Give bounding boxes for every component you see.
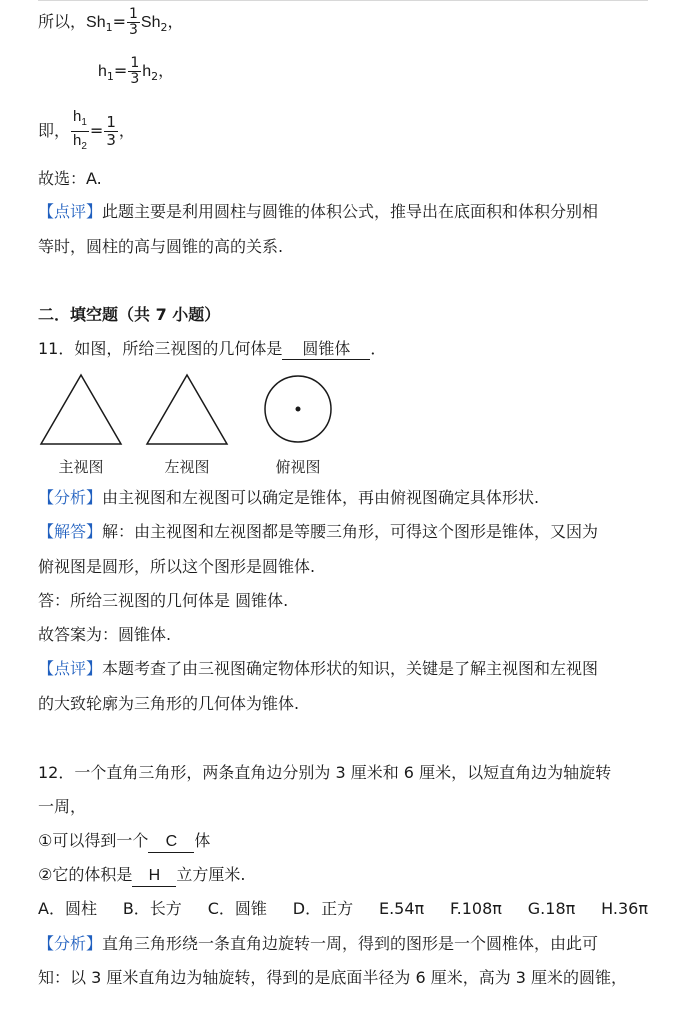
comment-10-text1: 此题主要是利用圆柱与圆锥的体积公式，推导出在底面积和体积分别相 — [102, 202, 599, 221]
step3-tail: ， — [118, 121, 135, 140]
step1-fraction — [127, 7, 140, 38]
option-h: H.36π — [601, 899, 648, 918]
step2-numerator: 1 — [130, 55, 140, 71]
comment-10-line2: 等时，圆柱的高与圆锥的高的关系. — [38, 237, 284, 256]
step2-right-sub: 2 — [151, 70, 159, 84]
section-heading: 二．填空题（共 7 小题） — [38, 305, 221, 324]
option-d: D．正方 — [292, 899, 354, 918]
step2-right: h — [142, 63, 152, 80]
q11-prefix: 11．如图，所给三视图的几何体是 — [38, 339, 283, 358]
step2-left: h — [98, 63, 107, 80]
q12-sub2-suffix: 立方厘米. — [176, 865, 246, 884]
q11-answer-blank: 圆锥体 — [282, 339, 370, 360]
option-f: F.108π — [450, 899, 502, 918]
step1-prefix: 所以， — [38, 12, 87, 31]
step3-num-left: h — [73, 108, 82, 125]
step3-num-sub: 1 — [81, 117, 87, 128]
analysis-12-line2: 知：以 3 厘米直角边为轴旋转，得到的是底面半径为 6 厘米，高为 3 厘米的圆锥， — [38, 968, 628, 987]
top-view-label: 俯视图 — [275, 458, 321, 476]
step1-formula — [38, 7, 184, 40]
step3-ratio — [71, 108, 89, 155]
q12-sub1-prefix: ①可以得到一个 — [38, 831, 149, 850]
comment-11-text1: 本题考查了由三视图确定物体形状的知识，关键是了解主视图和左视图 — [102, 659, 599, 678]
q11-suffix: ． — [370, 339, 387, 358]
step3-den-left: h — [73, 132, 82, 149]
option-e: E.54π — [378, 899, 425, 918]
option-b: B．长方 — [122, 899, 182, 918]
step1-eq: = — [112, 12, 126, 31]
step1-tail: ， — [167, 12, 184, 31]
step3-fraction — [104, 114, 118, 149]
analysis-11-text: 由主视图和左视图可以确定是锥体，再由俯视图确定具体形状. — [102, 488, 540, 507]
option-c: C．圆锥 — [207, 899, 267, 918]
answer-10: 故选：A. — [38, 169, 102, 188]
step1-left: Sh — [86, 14, 106, 31]
step2-tail: ， — [158, 61, 175, 80]
analysis-11-tag: 【分析】 — [38, 488, 103, 507]
top-view-circle — [261, 372, 335, 446]
step1-right-sub: 2 — [160, 21, 168, 35]
step3-eq: = — [89, 121, 104, 140]
step2-eq: = — [113, 61, 128, 80]
analysis-12-tag: 【分析】 — [38, 934, 103, 953]
option-g: G.18π — [527, 899, 576, 918]
step3-prefix: 即， — [38, 121, 71, 140]
q12-sub1-answer-blank: C — [148, 832, 194, 853]
step3-denominator: 3 — [106, 131, 116, 149]
analysis-11 — [38, 486, 539, 510]
question-12-line1: 12．一个直角三角形，两条直角边分别为 3 厘米和 6 厘米，以短直角边为轴旋转 — [38, 763, 612, 782]
solution-11-line1 — [38, 520, 598, 544]
option-a: A．圆柱 — [38, 899, 97, 918]
answer-11-statement: 答：所给三视图的几何体是 圆锥体. — [38, 591, 289, 610]
step2-fraction — [128, 56, 141, 87]
step2-formula — [98, 56, 174, 89]
step2-denominator: 3 — [130, 71, 140, 87]
answer-11-final: 故答案为：圆锥体. — [38, 625, 172, 644]
step3-den-sub: 2 — [81, 141, 87, 152]
step1-right: Sh — [140, 14, 161, 31]
front-view-label: 主视图 — [58, 458, 104, 476]
q12-sub1-suffix: 体 — [194, 831, 211, 850]
left-view-label: 左视图 — [164, 458, 210, 476]
analysis-12-line1 — [38, 932, 598, 956]
q12-options — [38, 897, 648, 921]
analysis-12-text1: 直角三角形绕一条直角边旋转一周，得到的图形是一个圆椎体，由此可 — [102, 934, 599, 953]
solution-11-line2: 俯视图是圆形，所以这个图形是圆锥体. — [38, 557, 316, 576]
comment-11-line1 — [38, 657, 598, 681]
question-12-line2: 一周， — [38, 797, 87, 816]
step2-left-sub: 1 — [106, 70, 114, 84]
q12-subquestion-1 — [38, 829, 210, 853]
q12-sub2-answer-blank: H — [132, 866, 176, 887]
page-top-rule — [38, 0, 648, 1]
q12-subquestion-2 — [38, 863, 245, 887]
left-view-triangle — [144, 372, 230, 448]
solution-11-tag: 【解答】 — [38, 522, 103, 541]
comment-11-line2: 的大致轮廓为三角形的几何体为锥体. — [38, 694, 300, 713]
comment-10-line1 — [38, 200, 598, 224]
question-11 — [38, 337, 386, 361]
comment-10-tag: 【点评】 — [38, 202, 103, 221]
step1-denominator: 3 — [129, 22, 138, 38]
front-view-triangle — [38, 372, 124, 448]
q12-sub2-prefix: ②它的体积是 — [38, 865, 133, 884]
step3-formula — [38, 108, 135, 155]
step3-numerator: 1 — [106, 113, 116, 131]
comment-11-tag: 【点评】 — [38, 659, 103, 678]
solution-11-text1: 解：由主视图和左视图都是等腰三角形，可得这个图形是锥体，又因为 — [102, 522, 599, 541]
step1-numerator: 1 — [129, 6, 138, 22]
step1-left-sub: 1 — [105, 21, 113, 35]
